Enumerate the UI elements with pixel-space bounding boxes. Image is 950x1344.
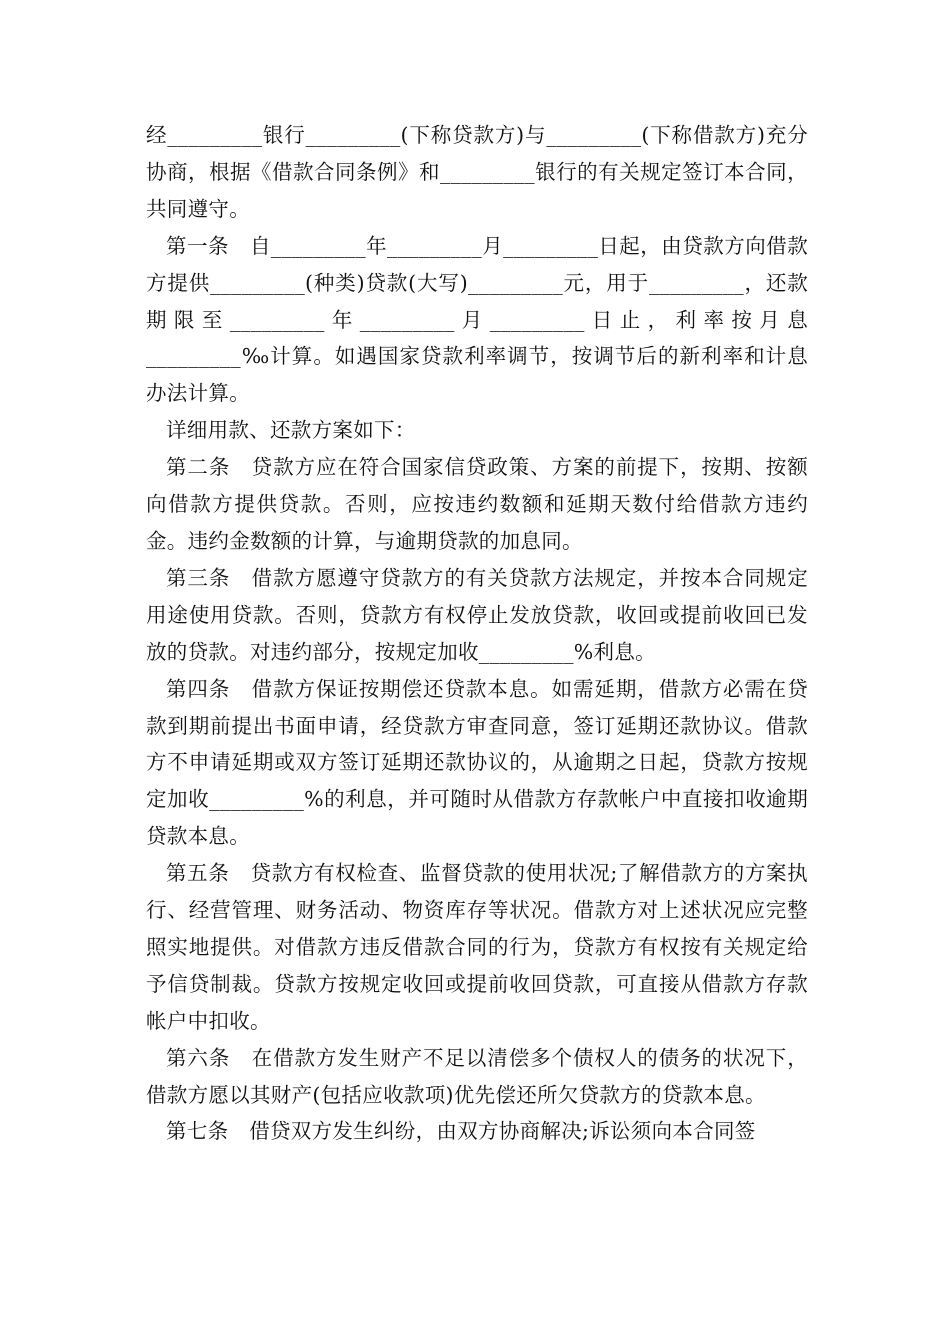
paragraph-article-5: 第五条 贷款方有权检查、监督贷款的使用状况;了解借款方的方案执行、经营管理、财务活动、物资库存等状况。借款方对上述状况应完整照实地提供。对借款方违反借款合同的行为，贷款方有权按有关规定给予信贷制裁。贷款方按规定收回或提前收回贷款，可直接从借款方存款帐户中扣收。 [146,861,808,1033]
paragraph-repayment-plan: 详细用款、还款方案如下： [166,418,416,443]
paragraph-article-4: 第四条 借款方保证按期偿还贷款本息。如需延期，借款方必需在贷款到期前提出书面申请，经贷款方审查同意，签订延期还款协议。借款方不申请延期或双方签订延期还款协议的，从逾期之日起，贷款方按规定加收_________%的利息，并可随时从借款方存款帐户中直接扣收逾期贷款本息。 [146,676,808,849]
paragraph-article-1: 第一条 自_________年_________月_________日起，由贷款方向借款方提供_________(种类)贷款(大写)_________元，用于_________，还款期限至_________年_________月_________日止，利率按月息_________‰计算。如遇国家贷款利率调节，按调节后的新利率和计息办法计算。 [146,233,808,406]
contract-page [146,117,808,1150]
paragraph-article-2: 第二条 贷款方应在符合国家信贷政策、方案的前提下，按期、按额向借款方提供贷款。否则，应按违约数额和延期天数付给借款方违约金。违约金数额的计算，与逾期贷款的加息同。 [146,455,808,553]
paragraph-article-7: 第七条 借贷双方发生纠纷，由双方协商解决;诉讼须向本合同签 [166,1119,756,1144]
paragraph-article-6: 第六条 在借款方发生财产不足以清偿多个债权人的债务的状况下，借款方愿以其财产(包括应收款项)优先偿还所欠贷款方的贷款本息。 [146,1045,808,1107]
paragraph-article-3: 第三条 借款方愿遵守贷款方的有关贷款方法规定，并按本合同规定用途使用贷款。否则，贷款方有权停止发放贷款，收回或提前收回已发放的贷款。对违约部分，按规定加收_________%利息。 [146,565,808,664]
paragraph-preamble: 经_________银行_________(下称贷款方)与_________(下称借款方)充分协商，根据《借款合同条例》和_________银行的有关规定签订本合同，共同遵守。 [146,123,808,221]
